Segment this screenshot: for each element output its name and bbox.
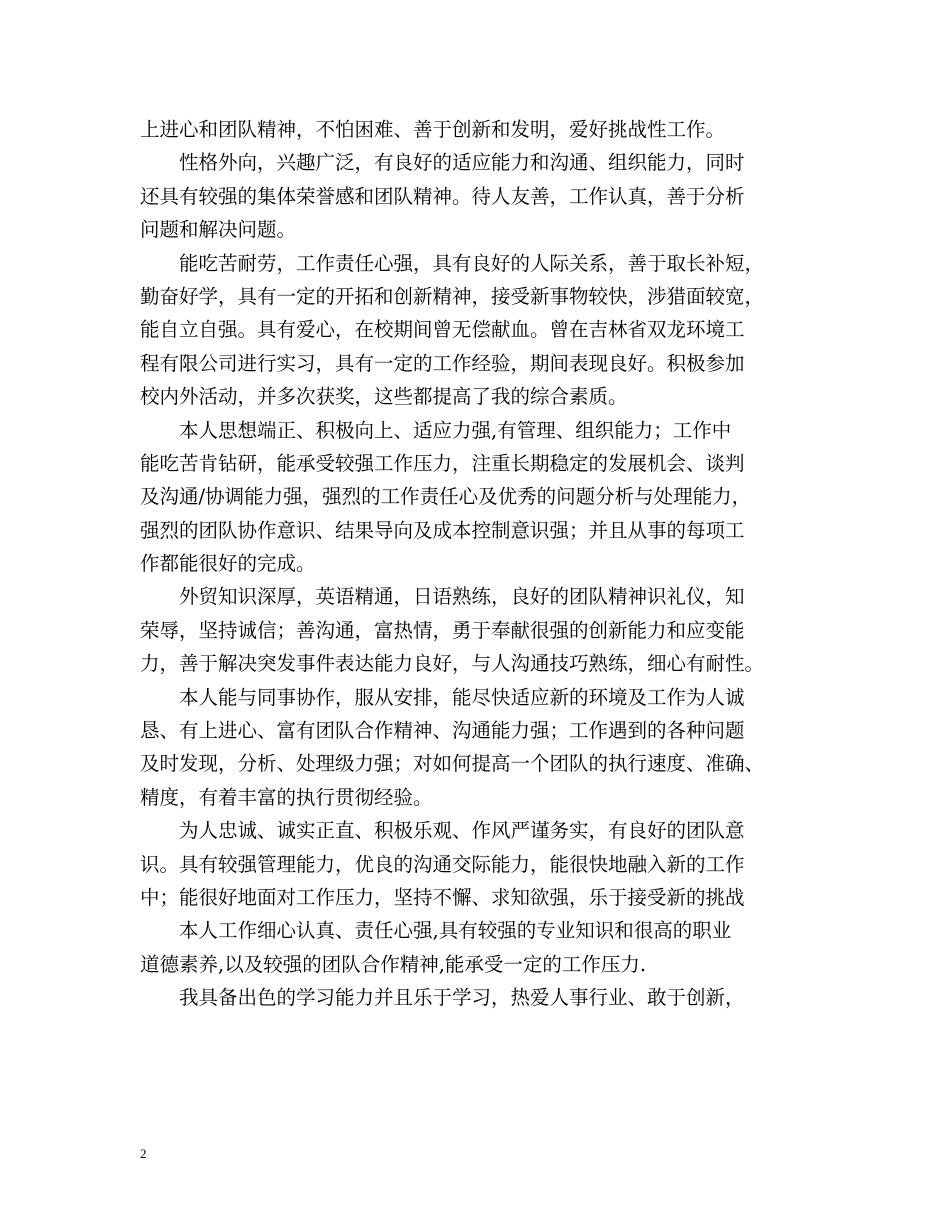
paragraph [140, 146, 825, 246]
paragraph [140, 414, 825, 581]
text-line: 恳、有上进心、富有团队合作精神、沟通能力强；工作遇到的各种问题 [140, 719, 745, 743]
text-line: 强烈的团队协作意识、结果导向及成本控制意识强；并且从事的每项工 [140, 518, 745, 542]
text-line: 中；能很好地面对工作压力，坚持不懈、求知欲强，乐于接受新的挑战 [140, 885, 745, 909]
text-line: 校内外活动，并多次获奖，这些都提高了我的综合素质。 [140, 385, 628, 409]
paragraph [140, 580, 825, 680]
text-line: 能吃苦耐劳，工作责任心强，具有良好的人际关系，善于取长补短， [179, 251, 765, 275]
text-line: 还具有较强的集体荣誉感和团队精神。待人友善，工作认真，善于分析 [140, 184, 745, 208]
text-line: 我具备出色的学习能力并且乐于学习，热爱人事行业、敢于创新， [179, 986, 745, 1010]
text-line: 道德素养,以及较强的团队合作精神,能承受一定的工作压力. [140, 952, 647, 976]
text-line: 外贸知识深厚，英语精通，日语熟练，良好的团队精神识礼仪，知 [179, 585, 745, 609]
text-line: 性格外向，兴趣广泛，有良好的适应能力和沟通、组织能力，同时 [179, 151, 745, 175]
text-line: 本人工作细心认真、责任心强,具有较强的专业知识和很高的职业 [179, 919, 732, 943]
text-line: 识。具有较强管理能力，优良的沟通交际能力，能很快地融入新的工作 [140, 852, 745, 876]
text-line: 本人思想端正、积极向上、适应力强,有管理、组织能力；工作中 [179, 418, 732, 442]
text-line: 为人忠诚、诚实正直、积极乐观、作风严谨务实，有良好的团队意 [179, 819, 745, 843]
paragraph [140, 113, 825, 146]
text-line: 问题和解决问题。 [140, 218, 297, 242]
text-line: 及时发现，分析、处理级力强；对如何提高一个团队的执行速度、准确、 [140, 752, 765, 776]
paragraph [140, 814, 825, 914]
text-line: 及沟通/协调能力强，强烈的工作责任心及优秀的问题分析与处理能力， [140, 485, 752, 509]
paragraph [140, 247, 825, 414]
text-line: 荣辱，坚持诚信；善沟通，富热情，勇于奉献很强的创新能力和应变能 [140, 618, 745, 642]
text-line: 上进心和团队精神，不怕困难、善于创新和发明，爱好挑战性工作。 [140, 118, 726, 141]
text-line: 精度，有着丰富的执行贯彻经验。 [140, 785, 433, 809]
document-body [140, 113, 825, 1015]
page-number: 2 [140, 1146, 147, 1161]
text-line: 程有限公司进行实习，具有一定的工作经验，期间表现良好。积极参加 [140, 351, 745, 375]
text-line: 能吃苦肯钻研，能承受较强工作压力，注重长期稳定的发展机会、谈判 [140, 451, 745, 475]
paragraph [140, 681, 825, 815]
text-line: 作都能很好的完成。 [140, 552, 316, 576]
text-line: 勤奋好学，具有一定的开拓和创新精神，接受新事物较快，涉猎面较宽， [140, 284, 765, 308]
text-line: 力，善于解决突发事件表达能力良好，与人沟通技巧熟练，细心有耐性。 [140, 652, 765, 676]
text-line: 能自立自强。具有爱心，在校期间曾无偿献血。曾在吉林省双龙环境工 [140, 318, 745, 342]
text-line: 本人能与同事协作，服从安排，能尽快适应新的环境及工作为人诚 [179, 685, 745, 709]
paragraph [140, 914, 825, 981]
paragraph [140, 981, 825, 1014]
